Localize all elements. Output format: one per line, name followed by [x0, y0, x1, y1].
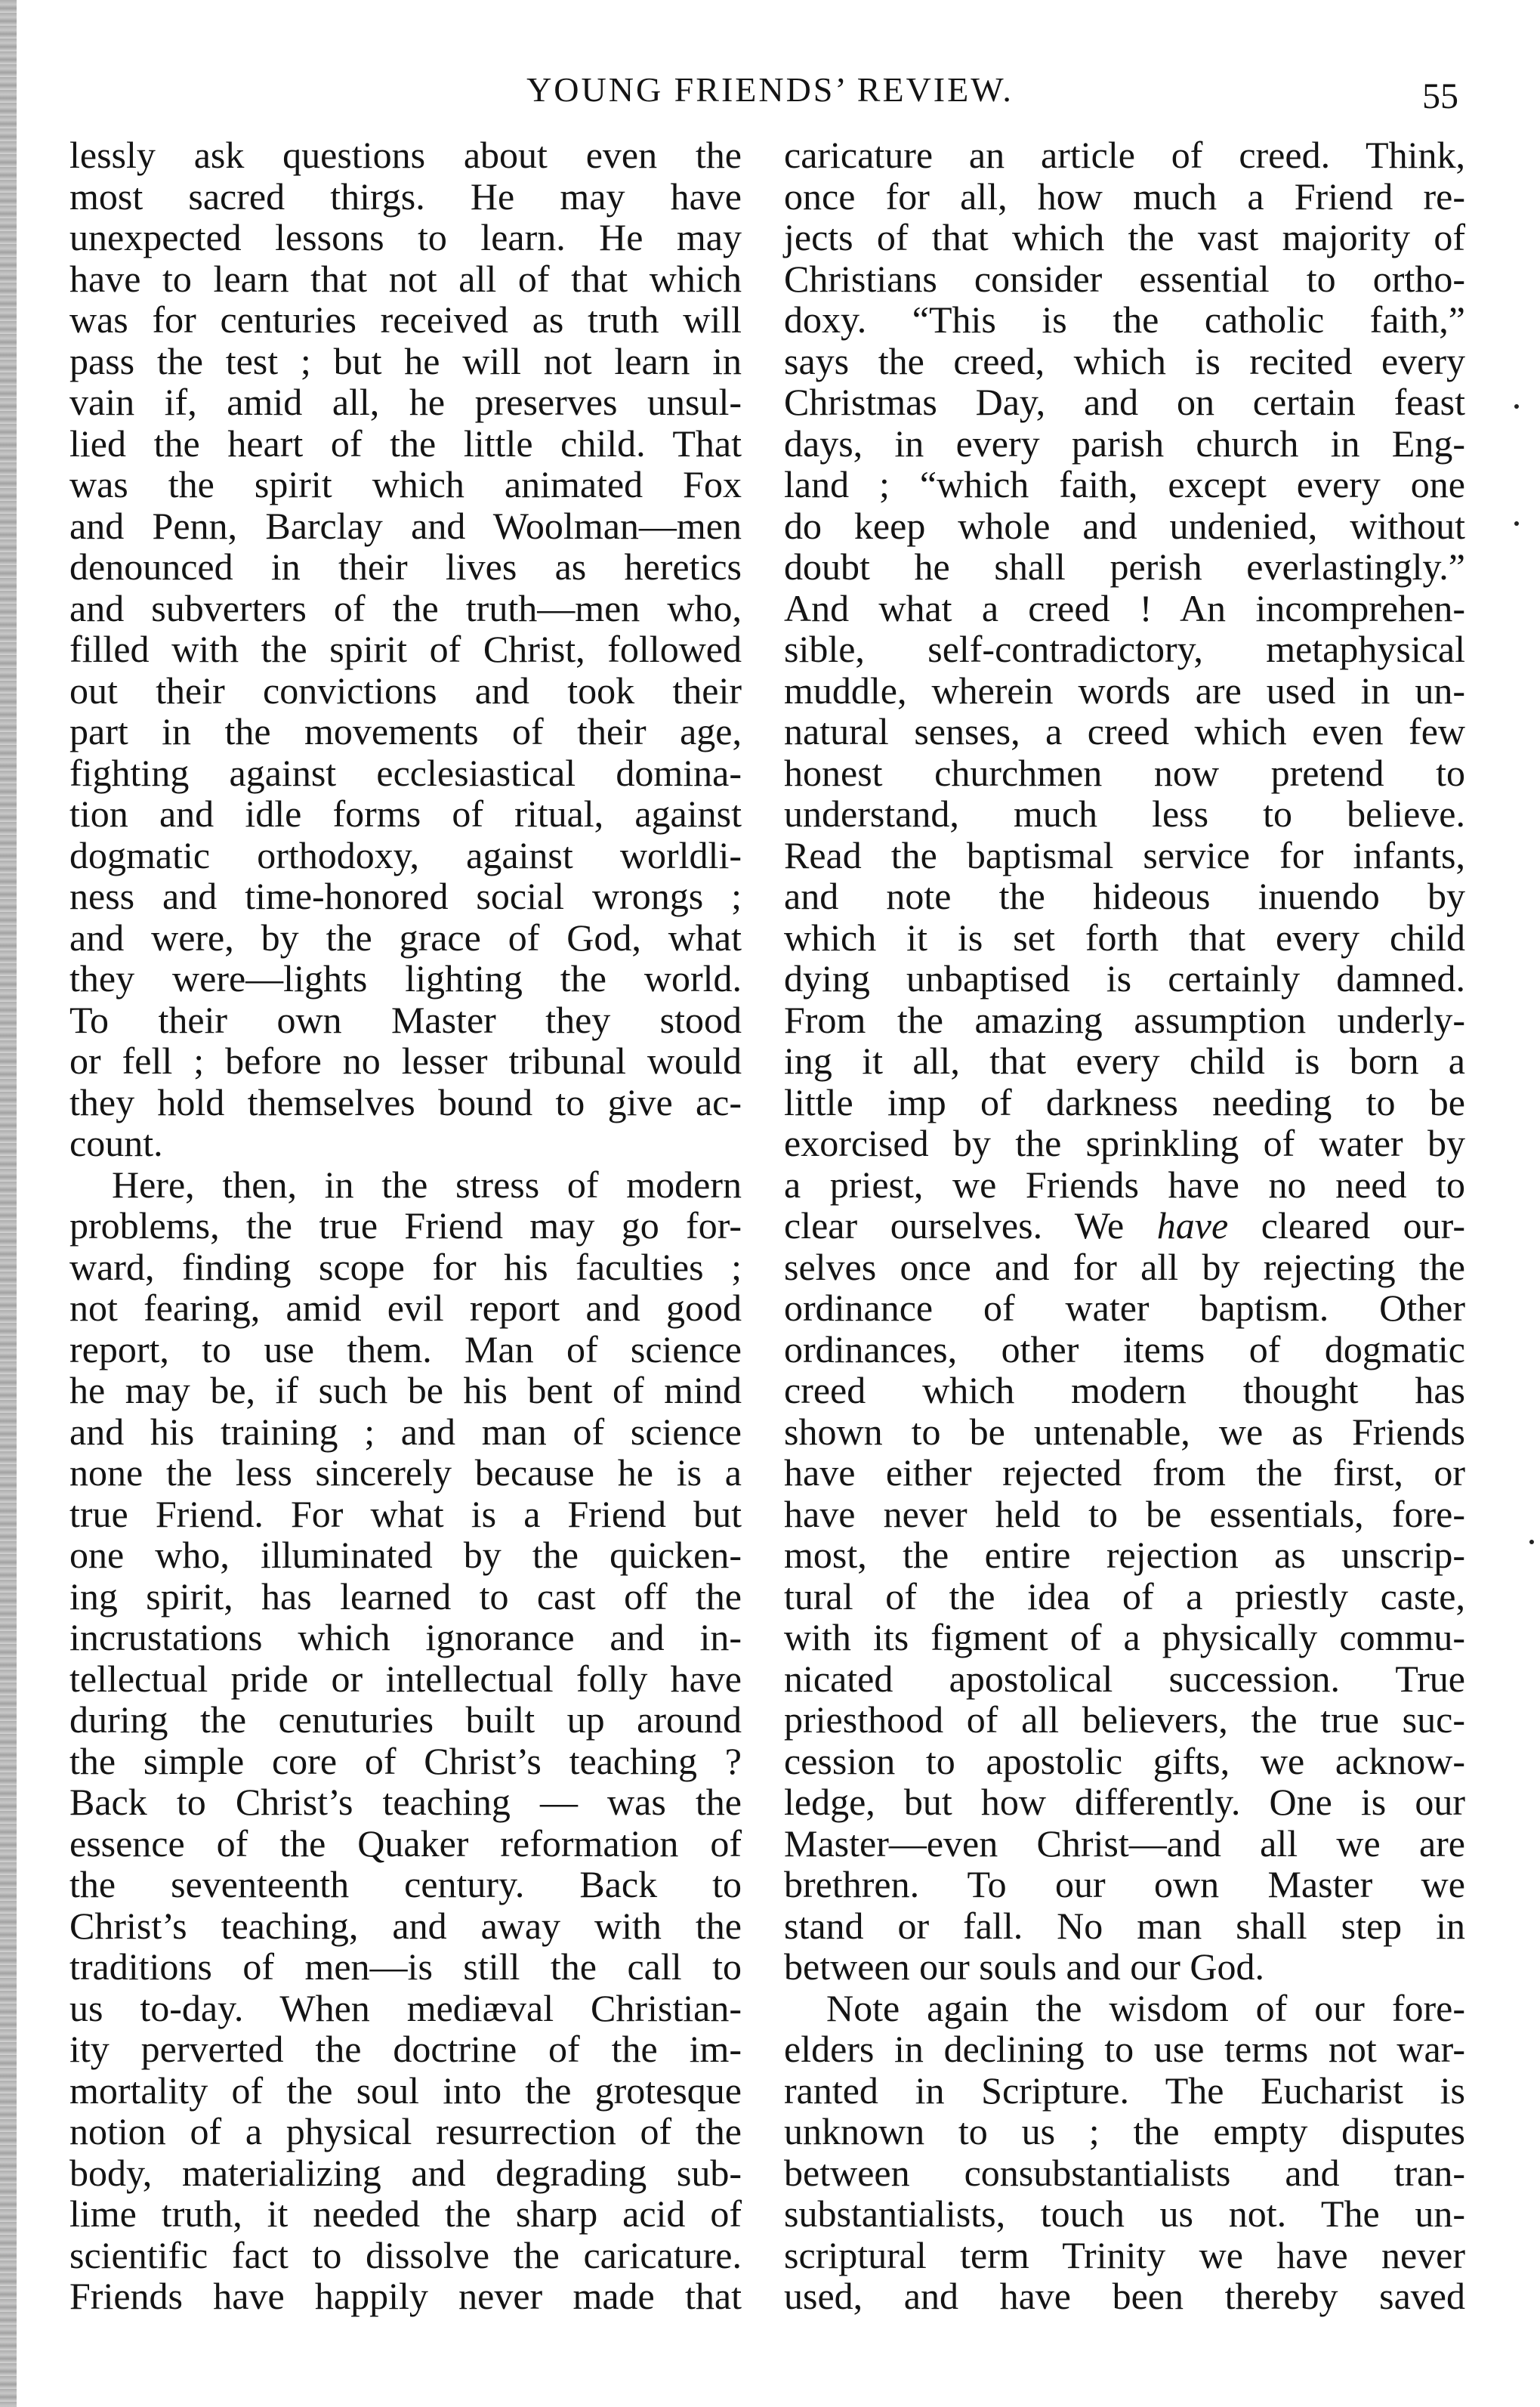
text-line: jects of that which the vast majority of: [784, 216, 1465, 258]
text-line: shown to be untenable, we as Friends: [784, 1410, 1465, 1453]
text-line: none the less sincerely because he is a: [69, 1451, 742, 1494]
text-line: ordinances, other items of dogmatic: [784, 1327, 1465, 1370]
text-line: pass the test ; but he will not learn in: [69, 339, 742, 382]
text-line: To their own Master they stood: [69, 998, 742, 1041]
text-line: dogmatic orthodoxy, against worldli-: [69, 833, 742, 876]
text-line: report, to use them. Man of science: [69, 1327, 742, 1370]
binding-gutter: [0, 0, 17, 2407]
text-line: between consubstantialists and tran-: [784, 2151, 1465, 2194]
text-line: little imp of darkness needing to be: [784, 1080, 1465, 1123]
text-line: problems, the true Friend may go for-: [69, 1204, 742, 1247]
text-line: Note again the wisdom of our fore-: [826, 1986, 1465, 2029]
text-line: clear ourselves. We have cleared our-: [784, 1204, 1465, 1247]
text-line: Here, then, in the stress of modern: [112, 1163, 742, 1206]
text-line: he may be, if such be his bent of mind: [69, 1369, 742, 1411]
text-line: days, in every parish church in Eng-: [784, 422, 1465, 465]
text-line: and Penn, Barclay and Woolman—men: [69, 504, 742, 547]
text-line: ward, finding scope for his faculties ;: [69, 1245, 742, 1288]
text-line: Friends have happily never made that: [69, 2275, 742, 2317]
text-line: honest churchmen now pretend to: [784, 751, 1465, 794]
text-line: And what a creed ! An incomprehen-: [784, 586, 1465, 629]
text-line: was for centuries received as truth will: [69, 298, 742, 341]
text-line: vain if, amid all, he preserves unsul-: [69, 381, 742, 423]
text-line: used, and have been thereby saved: [784, 2275, 1465, 2317]
text-line: ledge, but how differently. One is our: [784, 1781, 1465, 1823]
text-line: tion and idle forms of ritual, against: [69, 793, 742, 835]
text-line: notion of a physical resurrection of the: [69, 2110, 742, 2152]
text-line: part in the movements of their age,: [69, 710, 742, 752]
text-line: lime truth, it needed the sharp acid of: [69, 2192, 742, 2235]
text-line: lied the heart of the little child. That: [69, 422, 742, 465]
text-line: Back to Christ’s teaching — was the: [69, 1781, 742, 1823]
margin-speck: [1514, 521, 1519, 526]
text-line: which it is set forth that every child: [784, 916, 1465, 959]
text-line: ing it all, that every child is born a: [784, 1040, 1465, 1082]
text-line: doubt he shall perish everlastingly.”: [784, 545, 1465, 588]
text-line: land ; “which faith, except every one: [784, 463, 1465, 505]
text-line: ordinance of water baptism. Other: [784, 1287, 1465, 1329]
text-line: have never held to be essentials, fore-: [784, 1492, 1465, 1535]
text-line: lessly ask questions about even the: [69, 134, 742, 176]
text-line: cession to apostolic gifts, we acknow-: [784, 1739, 1465, 1782]
text-line: have either rejected from the first, or: [784, 1451, 1465, 1494]
text-line: essence of the Quaker reformation of: [69, 1821, 742, 1865]
text-line: Christmas Day, and on certain feast: [784, 381, 1465, 423]
text-line: tural of the idea of a priestly caste,: [784, 1574, 1465, 1618]
text-line: once for all, how much a Friend re-: [784, 175, 1465, 218]
text-line: denounced in their lives as heretics: [69, 545, 742, 588]
text-line: a priest, we Friends have no need to: [784, 1163, 1465, 1206]
text-line: they hold themselves bound to give ac-: [69, 1080, 742, 1123]
text-line: tellectual pride or intellectual folly have: [69, 1657, 742, 1700]
text-line: nicated apostolical succession. True: [784, 1657, 1465, 1700]
margin-speck: [1529, 1540, 1534, 1544]
text-line: says the creed, which is recited every: [784, 339, 1465, 382]
text-line: caricature an article of creed. Think,: [784, 134, 1465, 176]
text-line: between our souls and our God.: [784, 1945, 1264, 1988]
page-number: 55: [1422, 76, 1458, 116]
text-line: us to-day. When mediæval Christian-: [69, 1986, 742, 2029]
margin-speck: [1514, 404, 1519, 409]
text-line: do keep whole and undenied, without: [784, 504, 1465, 547]
text-line: was the spirit which animated Fox: [69, 463, 742, 505]
running-header: [0, 70, 1540, 122]
text-line: mortality of the soul into the grotesque: [69, 2069, 742, 2112]
emphasized-word: have: [1156, 1204, 1229, 1247]
text-line: most sacred thirgs. He may have: [69, 175, 742, 218]
text-line: filled with the spirit of Christ, followed: [69, 628, 742, 670]
text-line: brethren. To our own Master we: [784, 1863, 1465, 1905]
left-text-column: [69, 134, 742, 2317]
text-line: fighting against ecclesiastical domina-: [69, 751, 742, 794]
text-line: creed which modern thought has: [784, 1369, 1465, 1411]
right-text-column: [784, 134, 1465, 2317]
text-line: Master—even Christ—and all we are: [784, 1821, 1465, 1865]
text-line: understand, much less to believe.: [784, 793, 1465, 835]
text-line: muddle, wherein words are used in un-: [784, 669, 1465, 712]
text-line: Christ’s teaching, and away with the: [69, 1904, 742, 1947]
text-line: and note the hideous inuendo by: [784, 875, 1465, 917]
text-line: unknown to us ; the empty disputes: [784, 2110, 1465, 2152]
text-line: priesthood of all believers, the true suc-: [784, 1698, 1465, 1741]
text-line: incrustations which ignorance and in-: [69, 1616, 742, 1658]
text-line: have to learn that not all of that which: [69, 257, 742, 300]
text-line: true Friend. For what is a Friend but: [69, 1492, 742, 1535]
text-line: the simple core of Christ’s teaching ?: [69, 1739, 742, 1782]
text-line: natural senses, a creed which even few: [784, 710, 1465, 752]
text-line: with its figment of a physically commu-: [784, 1616, 1465, 1658]
text-line: during the cenuturies built up around: [69, 1698, 742, 1741]
text-line: and subverters of the truth—men who,: [69, 586, 742, 629]
text-line: Read the baptismal service for infants,: [784, 833, 1465, 876]
text-line: not fearing, amid evil report and good: [69, 1287, 742, 1329]
text-line: From the amazing assumption underly-: [784, 998, 1465, 1041]
text-line: unexpected lessons to learn. He may: [69, 216, 742, 258]
text-line: selves once and for all by rejecting the: [784, 1245, 1465, 1288]
text-line: elders in declining to use terms not war-: [784, 2028, 1465, 2070]
text-line: scriptural term Trinity we have never: [784, 2233, 1465, 2276]
text-line: sible, self-contradictory, metaphysical: [784, 628, 1465, 670]
text-line: stand or fall. No man shall step in: [784, 1904, 1465, 1947]
text-line: dying unbaptised is certainly damned.: [784, 957, 1465, 1000]
text-line: count.: [69, 1122, 163, 1164]
text-line: doxy. “This is the catholic faith,”: [784, 298, 1465, 341]
text-line: body, materializing and degrading sub-: [69, 2151, 742, 2194]
text-line: and were, by the grace of God, what: [69, 916, 742, 959]
text-line: or fell ; before no lesser tribunal would: [69, 1040, 742, 1082]
text-line: and his training ; and man of science: [69, 1410, 742, 1453]
text-line: exorcised by the sprinkling of water by: [784, 1122, 1465, 1164]
text-line: traditions of men—is still the call to: [69, 1945, 742, 1988]
text-line: scientific fact to dissolve the caricature.: [69, 2233, 742, 2276]
journal-title: YOUNG FRIENDS’ REVIEW.: [526, 70, 1014, 109]
text-line: ness and time-honored social wrongs ;: [69, 875, 742, 917]
text-line: Christians consider essential to ortho-: [784, 257, 1465, 300]
text-line: one who, illuminated by the quicken-: [69, 1534, 742, 1576]
text-line: ranted in Scripture. The Eucharist is: [784, 2069, 1465, 2112]
text-line: the seventeenth century. Back to: [69, 1863, 742, 1905]
text-line: most, the entire rejection as unscrip-: [784, 1534, 1465, 1576]
text-line: they were—lights lighting the world.: [69, 957, 742, 1000]
text-line: ing spirit, has learned to cast off the: [69, 1574, 742, 1618]
text-line: ity perverted the doctrine of the im-: [69, 2028, 742, 2070]
text-line: out their convictions and took their: [69, 669, 742, 712]
text-line: substantialists, touch us not. The un-: [784, 2192, 1465, 2235]
